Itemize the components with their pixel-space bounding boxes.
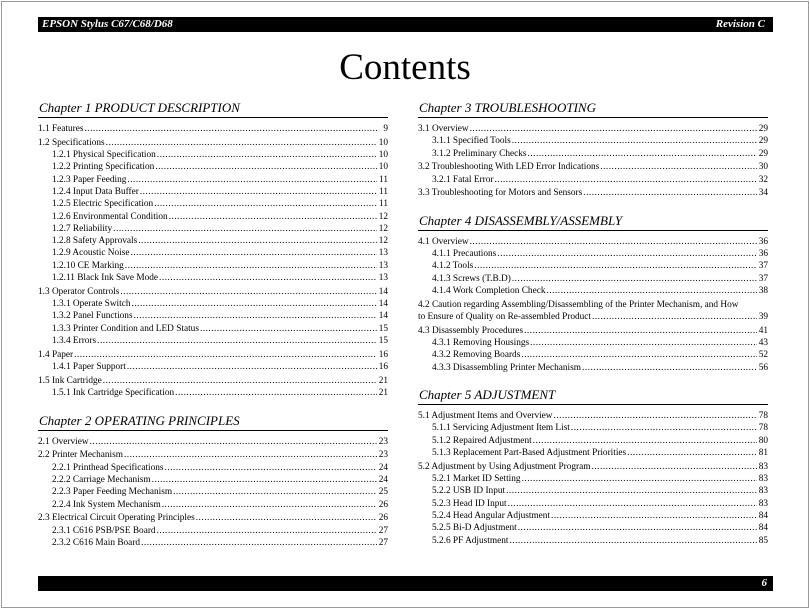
toc-entry-page: 16 [378,349,388,360]
toc-entry-page: 24 [378,474,388,485]
toc-entry-label: 2.2.3 Paper Feeding Mechanism [52,487,173,498]
toc-entry-label: 1.3.3 Printer Condition and LED Status [52,323,199,334]
dot-leader [127,174,377,186]
toc-entry[interactable] [418,510,768,522]
toc-entry[interactable] [38,149,388,161]
dot-leader [74,349,377,361]
chapter-heading[interactable]: Chapter 5 ADJUSTMENT [418,387,768,405]
toc-entry-page: 34 [758,188,768,199]
toc-entry-page: 11 [379,186,388,197]
toc-entry[interactable] [418,285,768,297]
toc-entry[interactable] [38,137,388,149]
dot-leader [571,422,757,434]
toc-entry[interactable] [38,186,388,198]
dot-leader [554,410,757,422]
dot-leader [474,260,757,272]
toc-entry[interactable] [418,135,768,147]
dot-leader [518,522,757,534]
toc-entry[interactable] [418,522,768,534]
toc-entry-label: 1.4.1 Paper Support [52,362,126,373]
toc-entry[interactable] [418,311,768,323]
toc-entry-label: 1.2.4 Input Data Buffer [52,186,139,197]
toc-entry[interactable] [38,272,388,284]
toc-entry-page: 21 [378,375,388,386]
dot-leader [157,525,377,537]
dot-leader [512,273,757,285]
dot-leader [494,174,757,186]
toc-entry[interactable] [418,410,768,422]
toc-entry-page: 29 [758,136,768,147]
toc-entry-page: 16 [378,362,388,373]
toc-entry-page: 41 [758,325,768,336]
toc-entry[interactable] [38,449,388,461]
dot-leader [470,123,757,135]
dot-leader [132,298,378,310]
toc-entry[interactable] [418,461,768,473]
toc-entry-page: 26 [378,499,388,510]
chapter-heading[interactable]: Chapter 1 PRODUCT DESCRIPTION [38,100,388,118]
toc-entry-page: 27 [378,525,388,536]
toc-entry[interactable] [418,187,768,199]
toc-entry[interactable] [38,161,388,173]
toc-entry[interactable] [38,525,388,537]
toc-entry-label: 1.2.3 Paper Feeding [52,174,127,185]
toc-entry-label: 1.3 Operator Controls [38,286,120,297]
toc-entry-page: 81 [758,447,768,458]
toc-entry-label: 5.2.6 PF Adjustment [432,535,509,546]
dot-leader [196,512,377,524]
toc-entry-label: 5.2.2 USB ID Input [432,486,506,497]
dot-leader [159,272,377,284]
toc-entry-label: 1.3.4 Errors [52,336,97,347]
toc-entry[interactable] [38,223,388,235]
dot-leader [127,361,377,373]
dot-leader [600,161,757,173]
dot-leader [169,211,377,223]
dot-leader [155,161,377,173]
toc-entry[interactable] [38,537,388,549]
toc-entry[interactable] [38,211,388,223]
toc-entry-label: 1.2.2 Printing Specification [52,162,155,173]
toc-entry[interactable] [418,337,768,349]
toc-entry-page: 37 [758,261,768,272]
toc-entry[interactable] [418,485,768,497]
dot-leader [124,449,377,461]
toc-entry-page: 84 [758,510,768,521]
toc-entry-page: 15 [378,323,388,334]
dot-leader [592,311,757,323]
toc-entry[interactable] [38,247,388,259]
toc-entry[interactable] [418,273,768,285]
toc-entry[interactable] [38,198,388,210]
toc-entry-label: 1.4 Paper [38,349,74,360]
toc-entry-label: 4.3.1 Removing Housings [432,338,530,349]
toc-entry-label: 5.1.3 Replacement Part-Based Adjustment Priorities [432,447,627,458]
toc-left-column [38,100,388,549]
dot-leader [546,285,757,297]
toc-entry-page: 36 [758,249,768,260]
dot-leader [528,148,757,160]
toc-entry-label[interactable]: 4.2 Caution regarding Assembling/Disassembling of the Printer Mechanism, and How [418,299,739,310]
toc-entry-page: 24 [378,462,388,473]
toc-entry-page: 25 [378,487,388,498]
chapter-heading[interactable]: Chapter 3 TROUBLESHOOTING [418,100,768,118]
toc-entry-page: 83 [758,498,768,509]
toc-entry[interactable] [38,387,388,399]
dot-leader [125,260,377,272]
toc-entry-label: 5.2 Adjustment by Using Adjustment Program [418,461,591,472]
dot-leader [551,510,757,522]
toc-entry-page: 83 [758,486,768,497]
toc-entry-page: 13 [378,248,388,259]
toc-entry[interactable] [418,148,768,160]
toc-entry-page: 23 [378,436,388,447]
toc-entry-page: 36 [758,236,768,247]
toc-entry-label: 2.2.1 Printhead Specifications [52,462,164,473]
dot-leader [173,486,377,498]
dot-leader [512,135,757,147]
toc-entry-label: 5.2.4 Head Angular Adjustment [432,510,551,521]
dot-leader [592,461,757,473]
dot-leader [582,362,757,374]
toc-entry-page: 10 [378,137,388,148]
header-bar [38,17,773,32]
toc-entry-page: 10 [378,150,388,161]
toc-entry-label: 2.2.4 Ink System Mechanism [52,499,161,510]
toc-entry[interactable] [38,286,388,298]
toc-entry[interactable] [38,512,388,524]
dot-leader [90,436,377,448]
toc-entry[interactable] [418,161,768,173]
toc-entry-page: 13 [378,273,388,284]
toc-entry-label: 3.2 Troubleshooting With LED Error Indications [418,162,600,173]
toc-entry-label: 2.3 Electrical Circuit Operating Principles [38,513,195,524]
dot-leader [152,474,377,486]
toc-entry-page: 52 [758,350,768,361]
toc-entry-page: 15 [378,336,388,347]
toc-entry-label: 1.1 Features [38,124,84,134]
dot-leader [522,473,757,485]
toc-entry-page: 78 [758,411,768,422]
toc-entry-page: 29 [758,124,768,134]
toc-entry[interactable] [418,174,768,186]
toc-entry[interactable] [418,362,768,374]
toc-entry-label: 5.2.5 Bi-D Adjustment [432,523,517,534]
dot-leader [162,499,377,511]
toc-entry[interactable] [38,499,388,511]
toc-entry-page: 78 [758,423,768,434]
dot-leader [521,349,757,361]
dot-leader [497,248,757,260]
toc-entry-page: 83 [758,461,768,472]
toc-entry-label: 1.2 Specifications [38,137,105,148]
toc-entry[interactable] [38,335,388,347]
toc-entry-label: 1.5.1 Ink Cartridge Specification [52,388,175,399]
dot-leader [130,247,377,259]
toc-entry-label: 5.2.1 Market ID Setting [432,474,521,485]
toc-entry-page: 10 [378,162,388,173]
toc-entry[interactable] [38,235,388,247]
toc-entry-label: 2.2 Printer Mechanism [38,450,123,461]
toc-entry[interactable] [38,462,388,474]
toc-entry[interactable] [38,298,388,310]
toc-entry-label: 5.1.1 Servicing Adjustment Item List [432,423,570,434]
toc-entry-page: 39 [758,312,768,323]
dot-leader [120,286,377,298]
dot-leader [508,498,757,510]
toc-entry[interactable] [38,474,388,486]
dot-leader [165,462,377,474]
dot-leader [141,537,377,549]
toc-entry-page: 37 [758,273,768,284]
toc-entry-page: 9 [383,124,388,134]
toc-entry[interactable] [418,248,768,260]
toc-entry-page: 38 [758,285,768,296]
dot-leader [533,435,757,447]
toc-entry-label: 1.3.1 Operate Switch [52,299,131,310]
dot-leader [509,535,757,547]
page-title: Contents [339,47,471,88]
toc-entry-label: 2.2.2 Carriage Mechanism [52,474,151,485]
toc-entry-label: 4.3 Disassembly Procedures [418,325,524,336]
toc-entry-label: 3.3 Troubleshooting for Motors and Sensors [418,188,583,199]
toc-entry-page: 21 [378,388,388,399]
dot-leader [530,337,757,349]
toc-entry[interactable] [418,260,768,272]
toc-entry-page: 12 [378,223,388,234]
toc-entry-label: 3.1 Overview [418,124,469,134]
toc-entry[interactable] [38,323,388,335]
toc-entry-label: 1.2.7 Reliability [52,223,113,234]
toc-entry-label: 1.2.11 Black Ink Save Mode [52,273,159,284]
toc-entry-label: 3.1.1 Specified Tools [432,136,511,147]
toc-entry-page: 14 [378,299,388,310]
toc-entry[interactable] [38,375,388,387]
toc-entry-label: 1.2.5 Electric Specification [52,199,154,210]
toc-entry-page: 12 [378,236,388,247]
toc-entry-label: 4.3.2 Removing Boards [432,350,521,361]
toc-entry-page: 26 [378,513,388,524]
toc-entry-page: 30 [758,162,768,173]
toc-entry-label: 4.3.3 Disassembling Printer Mechanism [432,362,581,373]
dot-leader [524,325,757,337]
dot-leader [140,186,377,198]
dot-leader [627,447,757,459]
toc-entry-label: 4.1 Overview [418,236,469,247]
toc-entry-page: 23 [378,450,388,461]
toc-entry-label: 2.3.1 C616 PSB/PSE Board [52,525,156,536]
toc-entry-label: 4.1.4 Work Completion Check [432,285,546,296]
toc-entry[interactable] [418,349,768,361]
toc-entry[interactable] [38,174,388,186]
toc-entry-label: 1.5 Ink Cartridge [38,375,102,386]
toc-entry-label: 1.2.10 CE Marking [52,260,124,271]
toc-right-column [418,100,768,547]
dot-leader [506,485,757,497]
toc-entry-page: 29 [758,148,768,159]
chapter-heading[interactable]: Chapter 4 DISASSEMBLY/ASSEMBLY [418,213,768,231]
toc-entry-label: 4.1.3 Screws (T.B.D) [432,273,511,284]
toc-entry-label: 2.3.2 C616 Main Board [52,537,141,548]
toc-entry[interactable] [418,435,768,447]
toc-entry[interactable] [38,123,388,135]
toc-entry-label: 4.1.1 Precautions [432,249,497,260]
dot-leader [200,323,377,335]
toc-entry-label: 3.2.1 Fatal Error [432,174,494,185]
toc-entry[interactable] [418,447,768,459]
toc-entry[interactable] [38,361,388,373]
toc-entry-label: 5.1.2 Repaired Adjustment [432,435,532,446]
page-number: 6 [761,577,767,589]
toc-entry-label: 1.3.2 Panel Functions [52,311,133,322]
toc-entry[interactable] [418,325,768,337]
toc-entry-page: 84 [758,523,768,534]
toc-entry-label: 1.2.1 Physical Specification [52,150,156,161]
dot-leader [134,310,377,322]
toc-entry-page: 11 [379,174,388,185]
toc-entry-page: 12 [378,211,388,222]
toc-entry-label: to Ensure of Quality on Re-assembled Product [418,312,591,323]
dot-leader [106,137,377,149]
toc-entry-page: 83 [758,474,768,485]
toc-entry[interactable] [38,486,388,498]
chapter-heading[interactable]: Chapter 2 OPERATING PRINCIPLES [38,413,388,431]
toc-entry[interactable] [418,422,768,434]
toc-entry-label: 5.2.3 Head ID Input [432,498,507,509]
toc-entry-label: 5.1 Adjustment Items and Overview [418,411,553,422]
toc-entry-page: 14 [378,286,388,297]
toc-entry-label: 1.2.8 Safety Approvals [52,236,138,247]
dot-leader [103,375,377,387]
dot-leader [470,236,757,248]
footer-bar [38,576,773,591]
dot-leader [113,223,377,235]
toc-entry-page: 14 [378,311,388,322]
toc-entry[interactable] [418,123,768,135]
toc-entry-page: 13 [378,260,388,271]
dot-leader [138,235,377,247]
toc-entry-label: 4.1.2 Tools [432,261,474,272]
toc-entry[interactable] [418,236,768,248]
header-revision: Revision C [715,18,765,30]
toc-entry-page: 11 [379,199,388,210]
toc-entry-label: 2.1 Overview [38,436,89,447]
toc-entry-label: 1.2.9 Acoustic Noise [52,248,130,259]
header-product: EPSON Stylus C67/C68/D68 [42,18,173,30]
toc-entry-page: 32 [758,174,768,185]
toc-entry[interactable] [38,310,388,322]
dot-leader [97,335,377,347]
toc-entry[interactable] [418,498,768,510]
toc-entry-page: 80 [758,435,768,446]
toc-entry-page: 56 [758,362,768,373]
toc-entry[interactable] [418,473,768,485]
toc-entry[interactable] [418,535,768,547]
toc-entry-page: 43 [758,338,768,349]
toc-entry-label: 3.1.2 Preliminary Checks [432,148,527,159]
toc-entry-page: 85 [758,535,768,546]
toc-entry[interactable] [38,436,388,448]
dot-leader [157,149,377,161]
toc-entry-page: 27 [378,537,388,548]
dot-leader [583,187,757,199]
dot-leader [154,198,377,210]
toc-entry[interactable] [38,349,388,361]
dot-leader [175,387,377,399]
toc-entry[interactable] [38,260,388,272]
dot-leader [84,123,377,135]
toc-entry-label: 1.2.6 Environmental Condition [52,211,168,222]
